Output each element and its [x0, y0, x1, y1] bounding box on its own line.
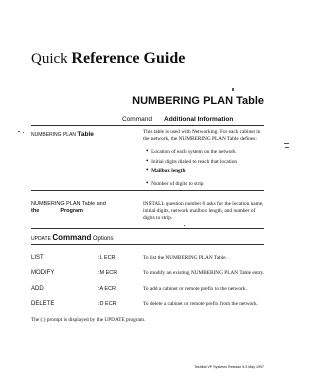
- option-name-delete: DELETE: [31, 301, 55, 307]
- option-name-modify: MODIFY: [31, 270, 55, 276]
- option-key-modify: :M ECR: [98, 270, 118, 276]
- guide-title: [31, 50, 185, 68]
- entry1-desc-line1: This table is used with Networking. For each cabinet in: [143, 129, 261, 135]
- entry2-desc-line1: INSTALL question number 6 asks for the location name,: [143, 201, 264, 207]
- options-heading: [31, 233, 114, 242]
- section-title-word2: PLAN: [203, 95, 234, 107]
- option-name-add: ADD: [31, 286, 44, 292]
- entry1-label-word2: PLAN: [62, 132, 77, 138]
- options-heading-suffix: Options: [92, 236, 114, 242]
- option-key-list: :L ECR: [98, 255, 116, 261]
- options-heading-main: Command: [52, 233, 92, 242]
- section-title-word1: NUMBERING: [132, 95, 200, 107]
- entry1-bullet-1: [146, 147, 236, 155]
- section-title-word3: Table: [236, 95, 264, 107]
- footer-text: Toshiba VP Systems Release 5.3 May 1997: [194, 365, 264, 369]
- option-key-delete: :D ECR: [98, 301, 117, 307]
- bullet-mark: •: [146, 166, 149, 174]
- bullet-text: Number of digits to strip: [151, 181, 204, 187]
- guide-title-prefix: Quick: [31, 51, 68, 67]
- entry2-divider: [31, 228, 264, 229]
- option-desc-delete: To delete a cabinet or remote prefix from the network.: [143, 301, 258, 307]
- entry1-bullet-3: [146, 166, 185, 174]
- bullet-text: Mailbox length: [151, 168, 186, 174]
- scan-speck: [18, 131, 20, 132]
- entry1-bullet-4: [146, 179, 204, 187]
- command-column-header: Command: [122, 116, 152, 123]
- section-title: [132, 95, 264, 107]
- scan-speck: [184, 225, 185, 226]
- option-key-add: :A ECR: [98, 286, 117, 292]
- entry2-label-line1: NUMBERING PLAN Table and: [31, 201, 106, 207]
- header-divider: [31, 125, 264, 126]
- options-divider: [31, 244, 264, 245]
- bullet-mark: •: [146, 179, 149, 187]
- guide-title-emphasis: Reference Guide: [71, 50, 186, 67]
- option-desc-modify: To modify an existing NUMBERING PLAN Table entry.: [143, 270, 265, 276]
- bullet-text: Location of each system on the network: [151, 149, 236, 155]
- info-column-header: Additional Information: [164, 116, 234, 123]
- scan-speck: [284, 143, 289, 144]
- entry1-divider: [31, 190, 264, 191]
- entry1-label: [31, 131, 94, 138]
- options-footnote: The (:) prompt is displayed by the UPDATE program.: [31, 317, 146, 323]
- scan-speck: [285, 147, 289, 148]
- entry2-desc-line2: initial digits, network mailbox length, and number of: [143, 208, 256, 214]
- option-desc-list: To list the NUMBERING PLAN Table.: [143, 255, 227, 261]
- entry2-desc-line3: digits to strip.: [143, 215, 173, 221]
- entry1-label-word1: NUMBERING: [31, 132, 62, 138]
- bullet-mark: •: [146, 157, 149, 165]
- option-desc-add: To add a cabinet or remote prefix to the network.: [143, 286, 247, 292]
- options-heading-prefix: UPDATE: [31, 236, 51, 242]
- entry2-label-program: Program: [60, 208, 83, 214]
- option-name-list: LIST: [31, 255, 44, 261]
- entry1-bullet-2: [146, 157, 237, 165]
- entry1-desc-line2: the network, the NUMBERING PLAN Table defines:: [143, 136, 257, 142]
- entry2-label-the: the: [31, 208, 40, 214]
- bullet-text: Initial digits dialed to reach that location: [151, 159, 238, 165]
- entry1-label-word3: Table: [77, 131, 94, 138]
- scan-speck: [232, 88, 234, 91]
- scan-speck: [23, 132, 24, 133]
- bullet-mark: •: [146, 147, 149, 155]
- entry2-label-line2: [31, 208, 83, 214]
